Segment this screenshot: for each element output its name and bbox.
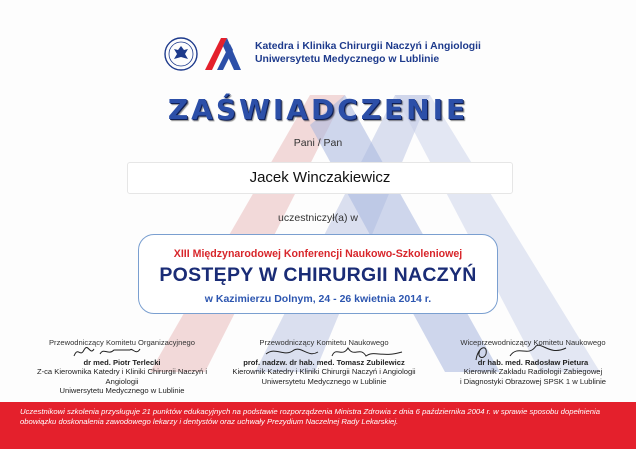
participant-name-box (127, 162, 513, 194)
institution-name-line1: Katedra i Klinika Chirurgii Naczyń i Angiologii (255, 41, 481, 52)
salutation: Pani / Pan (293, 137, 343, 149)
signature-role: Wiceprzewodniczący Komitetu Naukowego (460, 338, 606, 347)
signature-role: Przewodniczący Komitetu Organizacyjnego (48, 338, 196, 347)
participant-name: Jacek Winczakiewicz (249, 169, 391, 186)
conference-place-date: w Kazimierzu Dolnym, 24 - 26 kwietnia 2014 r. (204, 293, 432, 305)
signature-role: Przewodniczący Komitetu Naukowego (259, 338, 389, 347)
signature-name: dr med. Piotr Terlecki (83, 357, 161, 367)
signature-desc: Z-ca Kierownika Katedry i Kliniki Chirurgii Naczyń i Angiologii (36, 367, 208, 386)
signature-desc: Uniwersytetu Medycznego w Lublinie (59, 386, 185, 395)
conference-title: POSTĘPY W CHIRURGII NACZYŃ (159, 264, 477, 286)
footer-text: Uczestnikowi szkolenia przysługuje 21 punktów edukacyjnych na podstawie rozporządzenia Ministra Zdrowia z dnia 6 października 2004 r. w sprawie sposobu dopełnienia obowiązku doskonalenia zawodowego lekarzy i dentystów oraz uchwały Prezydium Naczelnej Rady Lekarskiej. (20, 407, 601, 426)
signature-desc: Uniwersytetu Medycznego w Lublinie (261, 376, 387, 386)
signature-desc: Kierownik Zakładu Radiologii Zabiegowej (463, 367, 603, 376)
signature-name: prof. nadzw. dr hab. med. Tomasz Zubilewicz (243, 357, 405, 367)
conference-subtitle: XIII Międzynarodowej Konferencji Naukowo-Szkoleniowej (173, 248, 463, 260)
university-seal-icon (164, 37, 198, 71)
clinic-logo-icon (203, 36, 243, 72)
signature-desc: i Diagnostyki Obrazowej SPSK 1 w Lublinie (459, 376, 607, 386)
signature-block-3 (434, 338, 632, 386)
participated-text: uczestniczył(a) w (278, 212, 358, 224)
signature-desc: Kierownik Katedry i Kliniki Chirurgii Naczyń i Angiologii (232, 367, 416, 376)
signature-block-2 (226, 338, 422, 386)
certificate-title: ZAŚWIADCZENIE (167, 93, 469, 126)
institution-name-line2: Uniwersytetu Medycznego w Lublinie (255, 54, 440, 65)
signature-block-1 (22, 338, 222, 396)
conference-box (138, 234, 498, 314)
signature-name: dr hab. med. Radosław Pietura (477, 357, 589, 367)
